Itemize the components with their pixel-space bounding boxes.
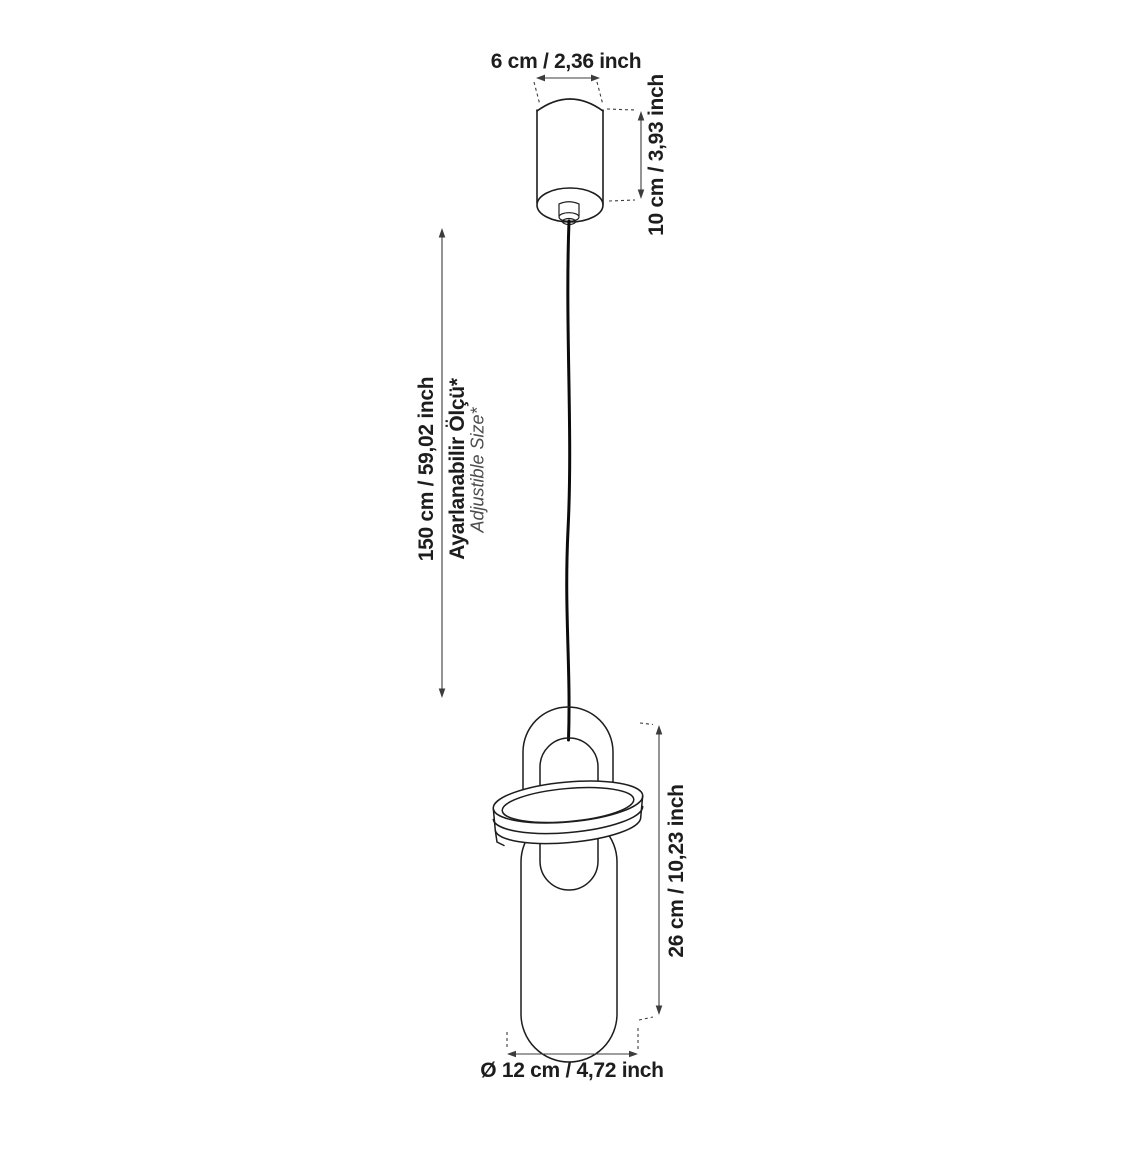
collar-ring-drawing (492, 776, 645, 846)
dimension-lamp-diameter (507, 1028, 638, 1057)
lamp-diameter-label: Ø 12 cm / 4,72 inch (480, 1059, 664, 1082)
canopy-width-label: 6 cm / 2,36 inch (490, 50, 642, 73)
lamp-height-label: 26 cm / 10,23 inch (665, 784, 688, 958)
dimension-canopy-height (607, 109, 644, 201)
dimension-cable-length (439, 228, 446, 698)
canopy-height-label: 10 cm / 3,93 inch (645, 74, 668, 236)
dimension-lamp-height (639, 723, 662, 1020)
cable-adjustable-label-tr: Ayarlanabilir Ölçü* (446, 378, 469, 560)
dimension-canopy-width (534, 75, 603, 105)
cable-adjustable-label-en: Adjustible Size* (467, 407, 488, 533)
power-cable-drawing (567, 221, 570, 740)
glass-capsule-drawing (521, 814, 617, 1062)
ceiling-canopy-drawing (537, 99, 603, 225)
cable-length-label: 150 cm / 59,02 inch (415, 376, 438, 562)
